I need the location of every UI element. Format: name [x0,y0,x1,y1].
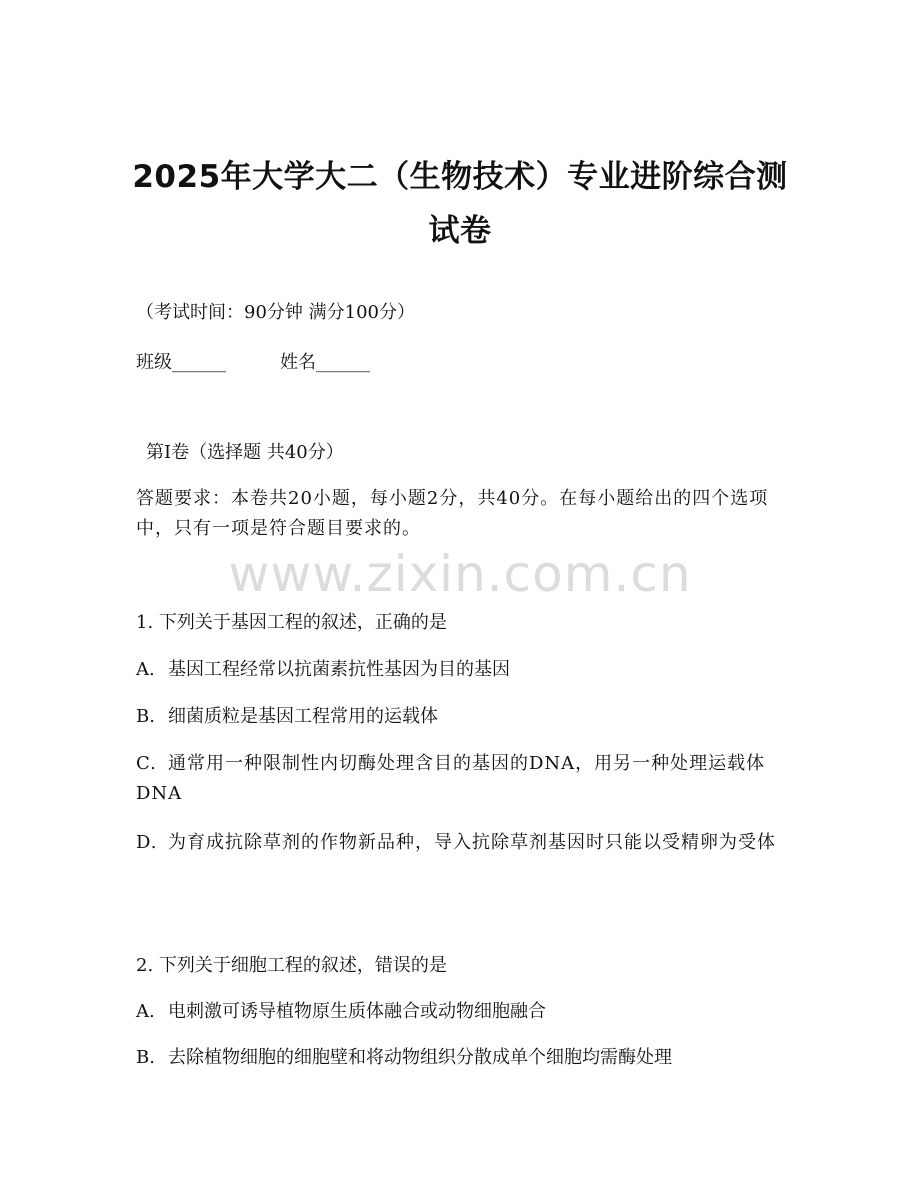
option-label: C. [136,753,157,774]
option-label: B. [136,706,155,727]
section-heading: 第Ⅰ卷（选择题 共40分） [146,442,344,463]
option-text: 电刺激可诱导植物原生质体融合或动物细胞融合 [168,1001,546,1022]
option-text: 去除植物细胞的细胞壁和将动物组织分散成单个细胞均需酶处理 [168,1047,672,1068]
name-field-label: 姓名______ [280,352,370,373]
question-1-stem: 1. 下列关于基因工程的叙述，正确的是 [136,612,447,633]
question-1-option-d [136,828,786,858]
question-1-option-a [136,655,510,685]
question-1-option-b [136,702,438,732]
exam-info: （考试时间：90分钟 满分100分） [136,302,415,323]
option-text: 基因工程经常以抗菌素抗性基因为目的基因 [168,659,510,680]
class-field-label: 班级______ [136,352,226,373]
option-label: A. [136,659,155,680]
option-label: A. [136,1001,155,1022]
option-label: B. [136,1047,155,1068]
question-2-stem: 2. 下列关于细胞工程的叙述，错误的是 [136,955,447,976]
option-text: 通常用一种限制性内切酶处理含目的基因的DNA，用另一种处理运载体DNA [136,753,766,804]
option-text: 细菌质粒是基因工程常用的运载体 [168,706,438,727]
page-title: 2025年大学大二（生物技术）专业进阶综合测试卷 [132,159,788,249]
question-2-option-b [136,1043,672,1073]
option-text: 为育成抗除草剂的作物新品种，导入抗除草剂基因时只能以受精卵为受体 [168,832,776,853]
option-label: D. [136,832,158,853]
question-2-option-a [136,997,546,1027]
class-name-row [136,348,370,378]
watermark: www.zixin.com.cn [228,545,692,603]
answer-instructions: 答题要求：本卷共20小题，每小题2分，共40分。在每小题给出的四个选项中，只有一项是符合题目要求的。 [136,488,769,539]
question-1-option-c [136,749,786,809]
